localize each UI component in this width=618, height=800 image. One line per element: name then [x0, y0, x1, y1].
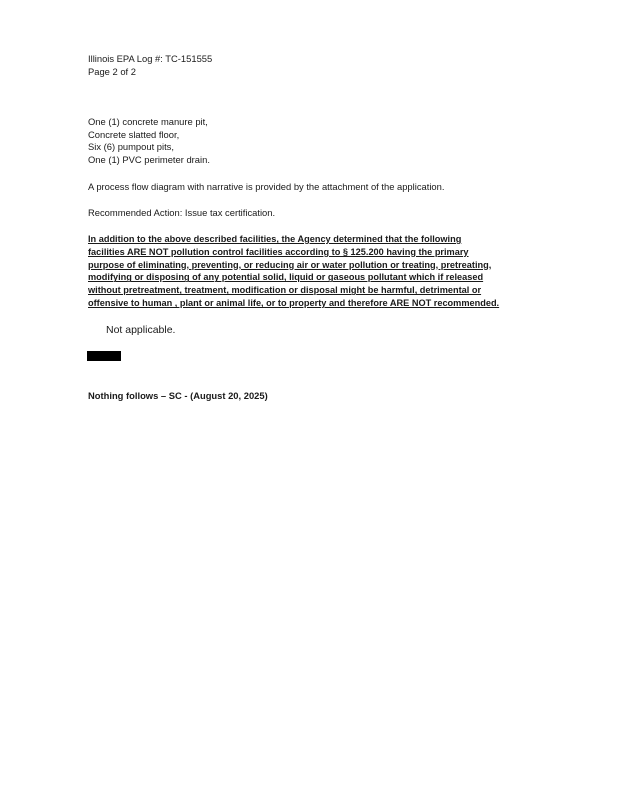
determination-line: facilities ARE NOT pollution control facilities according to § 125.200 having the primary — [88, 246, 469, 257]
recommended-action: Recommended Action: Issue tax certification. — [88, 207, 276, 218]
document-header — [88, 53, 212, 79]
list-item: Six (6) pumpout pits, — [88, 141, 174, 153]
flow-diagram-paragraph: A process flow diagram with narrative is provided by the attachment of the application. — [88, 181, 445, 192]
determination-paragraph — [88, 233, 548, 310]
determination-line: without pretreatment, treatment, modification or disposal might be harmful, detrimental or — [88, 285, 482, 296]
determination-line: In addition to the above described facilities, the Agency determined that the following — [88, 234, 462, 244]
nothing-follows-footer: Nothing follows – SC - (August 20, 2025) — [88, 390, 268, 401]
log-number: Illinois EPA Log #: TC-151555 — [88, 53, 213, 64]
redaction-box — [87, 351, 121, 361]
not-applicable-text: Not applicable. — [106, 324, 176, 336]
determination-line: modifying or disposing of any potential solid, liquid or gaseous pollutant which if released — [88, 272, 484, 283]
list-item: One (1) concrete manure pit, — [88, 116, 208, 127]
list-item: One (1) PVC perimeter drain. — [88, 153, 210, 165]
determination-line: purpose of eliminating, preventing, or reducing air or water pollution or treating, pretreating, — [88, 259, 492, 270]
facility-list — [88, 116, 210, 166]
determination-line: offensive to human , plant or animal life, or to property and therefore ARE NOT recommended. — [88, 297, 500, 308]
list-item: Concrete slatted floor, — [88, 128, 180, 140]
page-number: Page 2 of 2 — [88, 66, 136, 77]
